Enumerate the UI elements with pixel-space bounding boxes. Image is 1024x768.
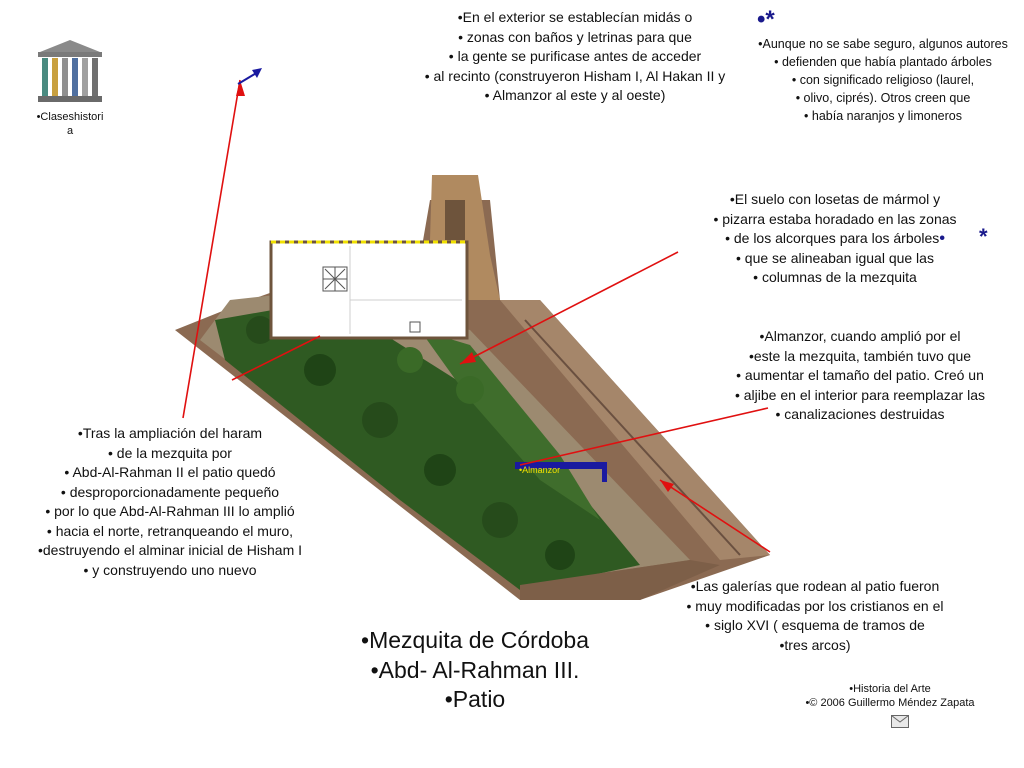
star-mark-floor: • (939, 230, 945, 247)
asterisk-floor: * (979, 224, 988, 249)
note-floor: •El suelo con losetas de mármol y • pizarra estaba horadado en las zonas • de los alcorques para los árboles• • que se alineaban igual que las • columnas de la mezquita (713, 191, 957, 285)
note-trees: •Aunque no se sabe seguro, algunos autores • defienden que había plantado árboles • con significado religioso (laurel, • olivo, ciprés). Otros creen que • había naranjos y limoneros (758, 37, 1008, 123)
page-title: •Mezquita de Córdoba •Abd- Al-Rahman III. •Patio (361, 627, 589, 712)
note-almanzor: •Almanzor, cuando amplió por el •este la mezquita, también tuvo que • aumentar el tamaño del patio. Creó un • aljibe en el interior para reemplazar las • canalizaciones destruidas (734, 328, 986, 422)
almanzor-label: •Almanzor (519, 465, 561, 475)
note-galleries: •Las galerías que rodean al patio fueron • muy modificadas por los cristianos en el • siglo XVI ( esquema de tramos de •tres arcos) (686, 578, 944, 653)
note-expansion: •Tras la ampliación del haram • de la mezquita por • Abd-Al-Rahman II el patio quedó • desproporcionadamente pequeño • por lo que Abd-Al-Rahman III lo amplió • hacia el norte, retranqueando el muro, •destruyendo el alminar inicial de Hisham I • y construyendo uno nuevo (37, 425, 303, 578)
email-icon[interactable] (891, 715, 909, 728)
note-exterior: •En el exterior se establecían midás o • zonas con baños y letrinas para que • la gente se purificase antes de acceder • al recinto (construyeron Hisham I, Al Hakan II y • Almanzor al este y al oeste) (424, 9, 726, 103)
star-mark-top: •* (757, 6, 775, 33)
site-logo-label[interactable]: •Claseshistori a (36, 111, 104, 137)
footer-credits: •Historia del Arte •© 2006 Guillermo Méndez Zapata (805, 683, 975, 709)
floor-plan-inset (271, 242, 467, 338)
